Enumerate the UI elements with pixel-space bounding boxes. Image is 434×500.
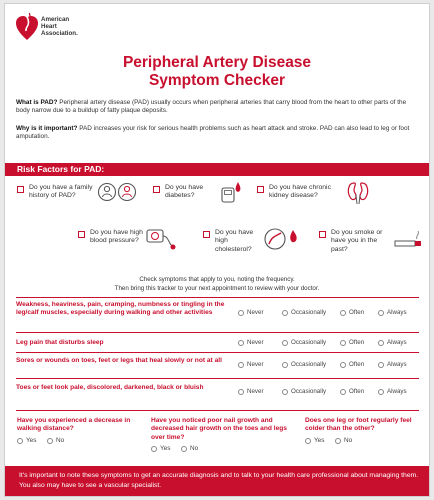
radio-button[interactable] (282, 340, 288, 346)
risk-checkbox[interactable] (17, 186, 24, 193)
radio-button[interactable] (238, 362, 244, 368)
freq-occasionally-option[interactable]: Occasionally (282, 339, 340, 346)
risk-checkbox[interactable] (319, 231, 326, 238)
freq-always-option[interactable]: Always (378, 339, 418, 346)
radio-button[interactable] (335, 438, 341, 444)
freq-often-option[interactable]: Often (340, 339, 378, 346)
heart-torch-icon (15, 12, 39, 42)
yes-option[interactable]: Yes (17, 437, 47, 444)
symptom-sores-label: Sores or wounds on toes, feet or legs that heal slowly or not at all (16, 357, 222, 364)
question-cold-leg: Does one leg or foot regularly feel colder than the other? (305, 417, 412, 433)
freq-often-option[interactable]: Often (340, 309, 378, 316)
title-line-2: Symptom Checker (148, 72, 286, 89)
risk-checkbox[interactable] (257, 186, 264, 193)
why-important-question: Why is it important? (16, 125, 78, 132)
risk-checkbox[interactable] (78, 231, 85, 238)
radio-button[interactable] (47, 438, 53, 444)
radio-button[interactable] (378, 310, 384, 316)
symptom-leg-pain-frequency[interactable] (238, 339, 418, 346)
risk-label: Do you smoke or have you in the past? (331, 229, 383, 253)
divider (16, 410, 419, 411)
check-instructions-line-1: Check symptoms that apply to you, noting the frequency. (139, 276, 295, 283)
radio-button[interactable] (340, 389, 346, 395)
glucose-meter-icon (219, 180, 245, 204)
cold-leg-yes-no[interactable] (305, 437, 365, 444)
yes-option[interactable]: Yes (305, 437, 335, 444)
risk-item-diabetes[interactable] (153, 184, 223, 201)
symptom-weakness-frequency[interactable] (238, 309, 418, 316)
freq-never-option[interactable]: Never (238, 339, 282, 346)
brand-line-3: Association. (41, 30, 78, 37)
what-is-pad-paragraph (16, 99, 419, 115)
radio-button[interactable] (282, 362, 288, 368)
nail-hair-growth-yes-no[interactable] (151, 445, 211, 452)
cigarette-icon (393, 228, 425, 250)
symptom-checker-sheet (4, 3, 430, 497)
why-important-paragraph (16, 125, 419, 141)
radio-button[interactable] (282, 389, 288, 395)
radio-button[interactable] (340, 362, 346, 368)
freq-occasionally-option[interactable]: Occasionally (282, 388, 340, 395)
risk-item-smoking[interactable] (319, 229, 391, 254)
risk-checkbox[interactable] (153, 186, 160, 193)
title-line-1: Peripheral Artery Disease (122, 54, 312, 71)
what-is-pad-answer: Peripheral artery disease (PAD) usually occurs when peripheral arteries that carry blood from the heart to other parts of the body narrow due to a buildup of fatty plaque deposits. (16, 99, 407, 114)
freq-never-option[interactable]: Never (238, 388, 282, 395)
page-title (5, 54, 429, 90)
symptom-weakness-label: Weakness, heaviness, pain, cramping, numbness or tingling in the leg/calf muscles, especially during walking and other activities (16, 301, 225, 317)
radio-button[interactable] (151, 446, 157, 452)
question-nail-hair-growth: Have you noticed poor nail growth and decreased hair growth on the toes and legs over time? (151, 417, 287, 441)
freq-often-option[interactable]: Often (340, 388, 378, 395)
risk-factors-header: Risk Factors for PAD: (5, 163, 429, 176)
what-is-pad-question: What is PAD? (16, 99, 58, 106)
brand-line-1: American (41, 16, 70, 23)
check-instructions-line-2: Then bring this tracker to your next appointment to review with your doctor. (114, 285, 320, 292)
symptom-leg-pain-sleep-label: Leg pain that disturbs sleep (16, 339, 104, 346)
radio-button[interactable] (305, 438, 311, 444)
no-option[interactable]: No (335, 437, 365, 444)
risk-label: Do you have chronic kidney disease? (269, 184, 331, 200)
freq-occasionally-option[interactable]: Occasionally (282, 309, 340, 316)
freq-never-option[interactable]: Never (238, 309, 282, 316)
risk-label: Do you have high cholesterol? (215, 229, 254, 253)
freq-often-option[interactable]: Often (340, 361, 378, 368)
radio-button[interactable] (238, 389, 244, 395)
radio-button[interactable] (340, 340, 346, 346)
radio-button[interactable] (181, 446, 187, 452)
risk-label: Do you have a family history of PAD? (29, 184, 93, 200)
no-option[interactable]: No (47, 437, 77, 444)
freq-never-option[interactable]: Never (238, 361, 282, 368)
radio-button[interactable] (282, 310, 288, 316)
family-icon (97, 182, 139, 202)
radio-button[interactable] (238, 340, 244, 346)
walking-distance-yes-no[interactable] (17, 437, 77, 444)
kidney-icon (345, 180, 371, 206)
divider (16, 297, 419, 298)
brand-line-2: Heart (41, 23, 57, 30)
freq-always-option[interactable]: Always (378, 388, 418, 395)
blood-pressure-cuff-icon (145, 226, 177, 252)
symptom-discolored-frequency[interactable] (238, 388, 418, 395)
symptom-sores-frequency[interactable] (238, 361, 418, 368)
freq-always-option[interactable]: Always (378, 361, 418, 368)
radio-button[interactable] (378, 389, 384, 395)
risk-label: Do you have diabetes? (165, 184, 204, 200)
symptom-discolored-toes-label: Toes or feet look pale, discolored, darkened, black or bluish (16, 384, 204, 391)
radio-button[interactable] (17, 438, 23, 444)
divider (16, 378, 419, 379)
risk-label: Do you have high blood pressure? (90, 229, 143, 245)
radio-button[interactable] (340, 310, 346, 316)
freq-always-option[interactable]: Always (378, 309, 418, 316)
cholesterol-icon (263, 226, 303, 252)
divider (16, 332, 419, 333)
divider (16, 352, 419, 353)
yes-option[interactable]: Yes (151, 445, 181, 452)
risk-item-family-history[interactable] (17, 184, 97, 201)
freq-occasionally-option[interactable]: Occasionally (282, 361, 340, 368)
footer-banner: It's important to note these symptoms to get an accurate diagnosis and to talk to your health care professional about managing them. You also may have to see a vascular specialist. (5, 466, 429, 496)
radio-button[interactable] (238, 310, 244, 316)
radio-button[interactable] (378, 340, 384, 346)
risk-item-kidney-disease[interactable] (257, 184, 345, 201)
radio-button[interactable] (378, 362, 384, 368)
risk-checkbox[interactable] (203, 231, 210, 238)
why-important-answer: PAD increases your risk for serious health problems such as heart attack and stroke. PAD can also lead to leg or foot amputation. (16, 125, 410, 140)
aha-logo (15, 12, 78, 42)
risk-item-high-cholesterol[interactable] (203, 229, 265, 254)
question-walking-distance: Have you experienced a decrease in walking distance? (17, 417, 131, 433)
no-option[interactable]: No (181, 445, 211, 452)
risk-item-high-blood-pressure[interactable] (78, 229, 148, 246)
